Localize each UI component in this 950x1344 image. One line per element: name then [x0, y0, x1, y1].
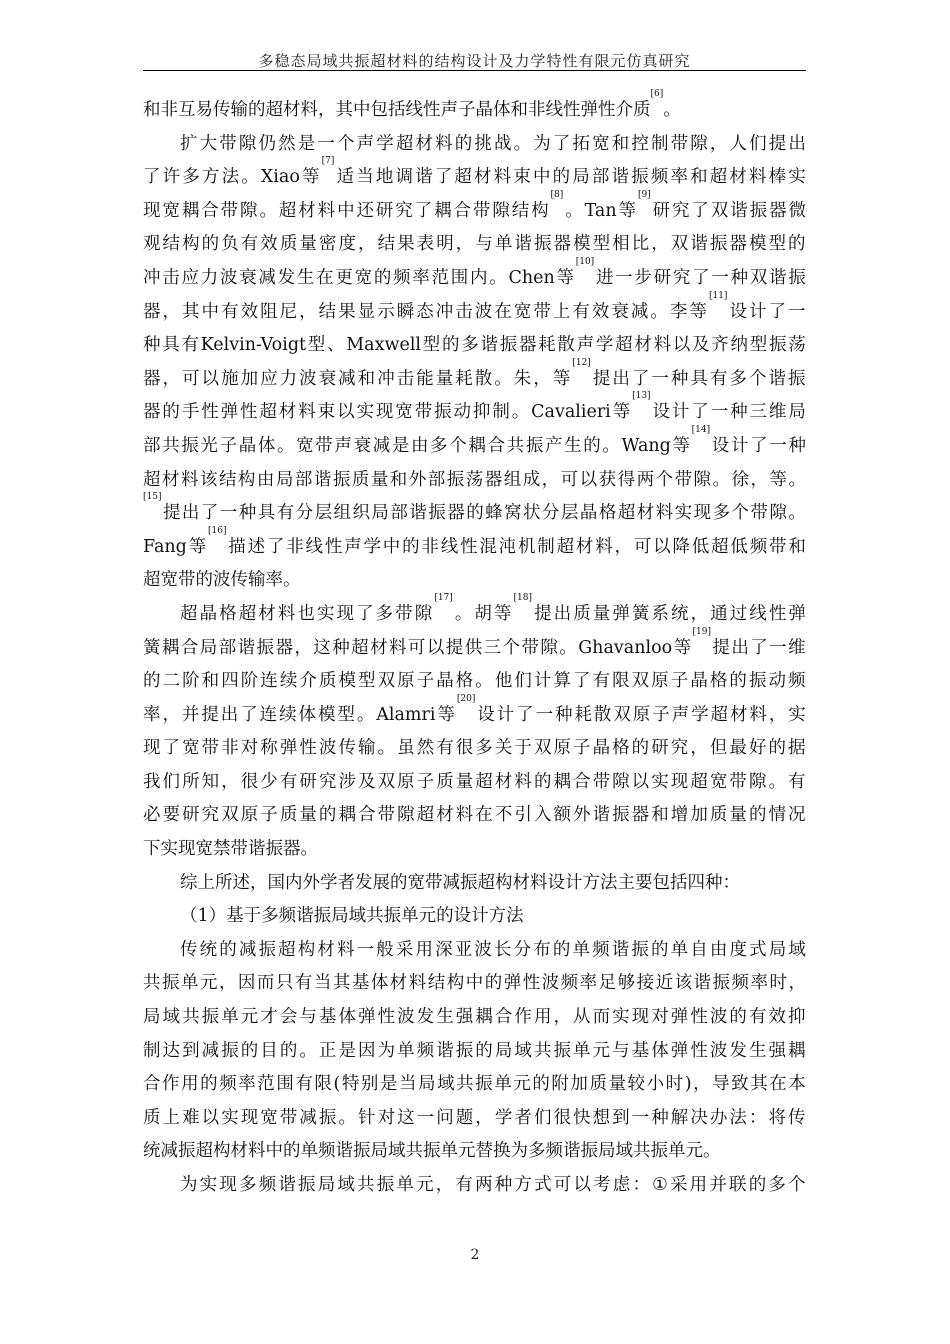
- text-line: 现 宽 耦 合 带 隙 。 超 材 料 中 还 研 究 了 耦 合 带 隙 结 构 [8] 。 Tan 等 [9] 研 究 了 双 谐 振 器 微: [143, 195, 806, 229]
- text-line: 部 共 振 光 子 晶 体 。 宽 带 声 衰 减 是 由 多 个 耦 合 共 振 产 生 的 。 Wang 等 [14] 设 计 了 一 种: [143, 430, 806, 464]
- citation-ref: [9]: [637, 189, 651, 200]
- text-line: 种 具 有 Kelvin-Voigt 型 、 Maxwell 型 的 多 谐 振 器 耗 散 声 学 超 材 料 以 及 齐 纳 型 振 荡: [143, 335, 806, 356]
- text-line: 扩 大 带 隙 仍 然 是 一 个 声 学 超 材 料 的 挑 战 。 为 了 拓 宽 和 控 制 带 隙 ， 人 们 提 出: [180, 133, 806, 154]
- text-line: 局 域 共 振 单 元 才 会 与 基 体 弹 性 波 发 生 强 耦 合 作 用 ， 从 而 实 现 对 弹 性 波 的 有 效 抑: [143, 1007, 806, 1028]
- text-line: 器 的 手 性 弹 性 超 材 料 束 以 实 现 宽 带 振 动 抑 制 。 Cavalieri 等 [13] 设 计 了 一 种 三 维 局: [143, 396, 806, 430]
- text-line: 器 ， 其 中 有 效 阻 尼 ， 结 果 显 示 瞬 态 冲 击 波 在 宽 带 上 有 效 衰 减 。 李 等 [11] 设 计 了 一: [143, 296, 806, 330]
- text-line: [143, 833, 806, 867]
- text-line: 我 们 所 知 ， 很 少 有 研 究 涉 及 双 原 子 质 量 超 材 料 的 耦 合 带 隙 以 实 现 超 宽 带 隙 。 有: [143, 771, 806, 792]
- running-header: 多稳态局域共振超材料的结构设计及力学特性有限元仿真研究: [258, 52, 691, 70]
- text-line: 质 上 难 以 实 现 宽 带 减 振 。 针 对 这 一 问 题 ， 学 者 们 很 快 想 到 一 种 解 决 办 法 ： 将 传: [143, 1107, 806, 1128]
- text-line: 必 要 研 究 双 原 子 质 量 的 耦 合 带 隙 超 材 料 在 不 引 入 额 外 谐 振 器 和 增 加 质 量 的 情 况: [143, 805, 806, 826]
- citation-ref: [17]: [434, 592, 453, 603]
- text-line: 率 ， 并 提 出 了 连 续 体 模 型 。 Alamri 等 [20] 设 计 了 一 种 耗 散 双 原 子 声 学 超 材 料 ， 实: [143, 699, 806, 733]
- citation-ref: [18]: [513, 592, 533, 603]
- citation-ref: [10]: [575, 256, 595, 267]
- text-line: 冲 击 应 力 波 衰 减 发 生 在 更 宽 的 频 率 范 围 内 。 Chen 等 [10] 进 一 步 研 究 了 一 种 双 谐 振: [143, 262, 806, 296]
- text-line: 制 达 到 减 振 的 目 的 。 正 是 因 为 单 频 谐 振 的 局 域 共 振 单 元 与 基 体 弹 性 波 发 生 强 耦: [143, 1040, 806, 1061]
- text-line: 为 实 现 多 频 谐 振 局 域 共 振 单 元 ， 有 两 种 方 式 可 以 考 虑 ： ① 采 用 并 联 的 多 个: [180, 1175, 806, 1195]
- text-line: 共 振 单 元 ， 因 而 只 有 当 其 基 体 材 料 结 构 中 的 弹 性 波 频 率 足 够 接 近 该 谐 振 频 率 时 ，: [143, 973, 806, 994]
- text-line: Fang 等 [16] 描 述 了 非 线 性 声 学 中 的 非 线 性 混 沌 机 制 超 材 料 ， 可 以 降 低 超 低 频 带 和: [143, 531, 806, 565]
- text-run: 超宽带的波传输率。: [143, 570, 301, 591]
- text-line: 传 统 的 减 振 超 构 材 料 一 般 采 用 深 亚 波 长 分 布 的 单 频 谐 振 的 单 自 由 度 式 局 域: [180, 939, 806, 960]
- citation-ref: [20]: [456, 693, 476, 704]
- text-run: 下实现宽禁带谐振器。: [143, 839, 318, 860]
- citation-ref: [13]: [632, 391, 651, 402]
- text-line: 的 二 阶 和 四 阶 连 续 介 质 模 型 双 原 子 晶 格 。 他 们 计 算 了 有 限 双 原 子 晶 格 的 振 动 频: [143, 671, 806, 692]
- text-line: [143, 867, 806, 901]
- text-run: 和非互易传输的超材料，其中包括线性声子晶体和非线性弹性介质: [143, 100, 651, 120]
- header-rule: [143, 70, 806, 71]
- text-run: 。: [663, 100, 681, 120]
- text-line: 簧 耦 合 局 部 谐 振 器 ， 这 种 超 材 料 可 以 提 供 三 个 带 隙 。 Ghavanloo 等 [19] 提 出 了 一 维: [143, 632, 806, 666]
- text-line: 超 材 料 该 结 构 由 局 部 谐 振 质 量 和 外 部 振 荡 器 组 成 ， 可 以 获 得 两 个 带 隙 。 徐 ， 等 。: [143, 469, 806, 490]
- text-run: 综上所述，国内外学者发展的宽带减振超构材料设计方法主要包括四种：: [180, 872, 740, 893]
- text-line: [15] 提 出 了 一 种 具 有 分 层 组 织 局 部 谐 振 器 的 蜂 窝 状 分 层 晶 格 超 材 料 实 现 多 个 带 隙 。: [143, 497, 806, 531]
- text-line: 了 许 多 方 法 。 Xiao 等 [7] 适 当 地 调 谐 了 超 材 料 束 中 的 局 部 谐 振 频 率 和 超 材 料 棒 实: [143, 161, 806, 195]
- text-line: 器 ， 可 以 施 加 应 力 波 衰 减 和 冲 击 能 量 耗 散 。 朱 ， 等 [12] 提 出 了 一 种 具 有 多 个 谐 振: [143, 363, 806, 397]
- citation-ref: [14]: [691, 424, 711, 435]
- citation-ref: [16]: [208, 525, 227, 536]
- page-number: 2: [470, 1247, 480, 1263]
- text-line: 合 作 用 的 频 率 范 围 有 限 ( 特 别 是 当 局 域 共 振 单 元 的 附 加 质 量 较 小 时 ) ， 导 致 其 在 本: [143, 1074, 806, 1095]
- body-text: [143, 89, 806, 1203]
- citation-ref: [12]: [572, 357, 591, 368]
- text-line: [143, 89, 806, 128]
- citation-ref: [15]: [143, 492, 162, 503]
- citation-ref: [8]: [550, 189, 564, 200]
- text-line: 观 结 构 的 负 有 效 质 量 密 度 ， 结 果 表 明 ， 与 单 谐 振 器 模 型 相 比 ， 双 谐 振 器 模 型 的: [143, 234, 806, 255]
- text-line: 现 了 宽 带 非 对 称 弹 性 波 传 输 。 虽 然 有 很 多 关 于 双 原 子 晶 格 的 研 究 ， 但 最 好 的 据: [143, 738, 806, 759]
- citation-ref: [7]: [321, 156, 335, 167]
- citation-ref: [6]: [650, 89, 664, 99]
- text-line: [143, 1135, 806, 1169]
- text-run: （1）基于多频谐振局域共振单元的设计方法: [180, 906, 524, 927]
- text-line: [143, 564, 806, 598]
- citation-ref: [11]: [708, 290, 728, 301]
- text-line: 超 晶 格 超 材 料 也 实 现 了 多 带 隙 [17] 。 胡 等 [18] 提 出 质 量 弹 簧 系 统 ， 通 过 线 性 弹: [143, 598, 806, 632]
- text-run: 统减振超构材料中的单频谐振局域共振单元替换为多频谐振局域共振单元。: [143, 1141, 721, 1162]
- text-line: [143, 900, 806, 934]
- citation-ref: [19]: [692, 626, 711, 637]
